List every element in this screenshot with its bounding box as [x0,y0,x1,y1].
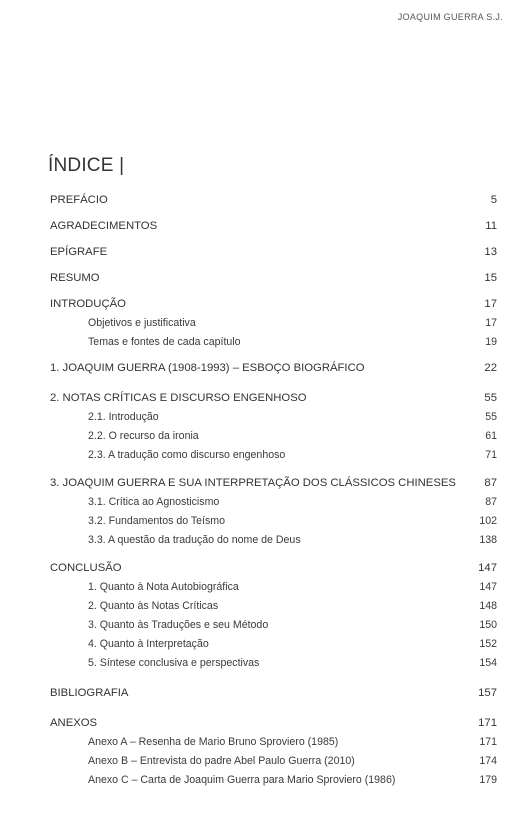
toc-entry-title: BIBLIOGRAFIA [50,687,129,699]
toc-subentry-page: 61 [485,430,497,442]
toc-subentry-page: 179 [479,774,497,786]
toc-subentry-page: 17 [485,317,497,329]
toc-subentry [50,448,497,462]
toc-entry [50,193,497,207]
toc-subentry-page: 102 [479,515,497,527]
toc-subentry [50,754,497,768]
toc-entry [50,297,497,311]
toc-subentry-title: Anexo A – Resenha de Mario Bruno Sproviero (1985) [88,736,339,748]
toc-section [50,193,497,207]
toc-subentry-title: Anexo B – Entrevista do padre Abel Paulo Guerra (2010) [88,755,355,767]
toc-subentry-page: 150 [479,619,497,631]
toc-subentry-page: 19 [485,336,497,348]
toc-entry-page: 87 [484,477,497,489]
toc-subentry [50,495,497,509]
toc-entry [50,561,497,575]
toc-entry-page: 5 [490,194,497,206]
toc-entry [50,716,497,730]
toc-subentry [50,773,497,787]
toc-subentry-title: 3.3. A questão da tradução do nome de Deus [88,534,301,546]
toc-subentry [50,656,497,670]
toc-subentry-page: 174 [479,755,497,767]
toc-subentry-page: 55 [485,411,497,423]
toc-entry-title: 2. NOTAS CRÍTICAS E DISCURSO ENGENHOSO [50,392,307,404]
toc-section [50,219,497,233]
toc-subentry-title: Temas e fontes de cada capítulo [88,336,241,348]
toc-entry-title: INTRODUÇÃO [50,298,126,310]
page-title: ÍNDICE | [48,155,125,176]
toc-entry-title: ANEXOS [50,717,98,729]
toc-entry [50,219,497,233]
toc-subentry-title: 3.2. Fundamentos do Teísmo [88,515,226,527]
toc-subentry-title: Objetivos e justificativa [88,317,196,329]
toc-subentry-page: 171 [479,736,497,748]
toc-section [50,716,497,787]
toc-section [50,476,497,547]
toc-subentry-page: 71 [485,449,497,461]
toc-subentry-title: 1. Quanto à Nota Autobiográfica [88,581,239,593]
toc-section [50,297,497,349]
toc-entry-title: PREFÁCIO [50,194,108,206]
toc-entry [50,361,497,375]
toc-entry-title: 3. JOAQUIM GUERRA E SUA INTERPRETAÇÃO DOS CLÁSSICOS CHINESES [50,477,456,489]
toc-subentry-title: 2. Quanto às Notas Críticas [88,600,219,612]
toc-subentry-page: 87 [485,496,497,508]
toc-entry-title: 1. JOAQUIM GUERRA (1908-1993) – ESBOÇO BIOGRÁFICO [50,362,365,374]
toc-entry-page: 22 [484,362,497,374]
toc-subentry [50,533,497,547]
toc-entry [50,686,497,700]
toc-section [50,361,497,375]
table-of-contents [50,193,497,787]
toc-entry-title: AGRADECIMENTOS [50,220,158,232]
toc-section [50,686,497,700]
toc-entry-page: 11 [485,220,497,232]
toc-entry-page: 157 [478,687,497,699]
toc-subentry-title: 2.2. O recurso da ironia [88,430,199,442]
toc-subentry-page: 148 [479,600,497,612]
toc-subentry [50,580,497,594]
toc-subentry [50,335,497,349]
toc-subentry [50,410,497,424]
toc-subentry-title: 3. Quanto às Traduções e seu Método [88,619,269,631]
toc-subentry-title: 2.1. Introdução [88,411,159,423]
toc-entry-page: 55 [484,392,497,404]
toc-entry [50,271,497,285]
toc-entry-title: RESUMO [50,272,100,284]
toc-subentry-title: 4. Quanto à Interpretação [88,638,209,650]
toc-subentry [50,735,497,749]
toc-subentry-page: 147 [479,581,497,593]
toc-section [50,245,497,259]
toc-section [50,561,497,670]
toc-subentry [50,618,497,632]
toc-section [50,391,497,462]
toc-entry-title: EPÍGRAFE [50,246,108,258]
toc-entry-page: 13 [484,246,497,258]
toc-subentry-title: 5. Síntese conclusiva e perspectivas [88,657,260,669]
toc-subentry-page: 152 [479,638,497,650]
toc-entry [50,476,497,490]
toc-entry-page: 147 [478,562,497,574]
toc-subentry-title: Anexo C – Carta de Joaquim Guerra para Mario Sproviero (1986) [88,774,396,786]
toc-subentry [50,514,497,528]
toc-subentry-page: 154 [479,657,497,669]
running-header: JOAQUIM GUERRA S.J. [397,12,503,22]
toc-entry-title: CONCLUSÃO [50,562,122,574]
toc-subentry [50,599,497,613]
toc-subentry-page: 138 [479,534,497,546]
toc-entry-page: 171 [478,717,497,729]
toc-entry-page: 15 [484,272,497,284]
toc-subentry [50,316,497,330]
toc-entry-page: 17 [484,298,497,310]
toc-entry [50,245,497,259]
toc-subentry-title: 3.1. Crítica ao Agnosticismo [88,496,220,508]
toc-section [50,271,497,285]
toc-subentry [50,429,497,443]
toc-subentry [50,637,497,651]
toc-subentry-title: 2.3. A tradução como discurso engenhoso [88,449,286,461]
toc-entry [50,391,497,405]
